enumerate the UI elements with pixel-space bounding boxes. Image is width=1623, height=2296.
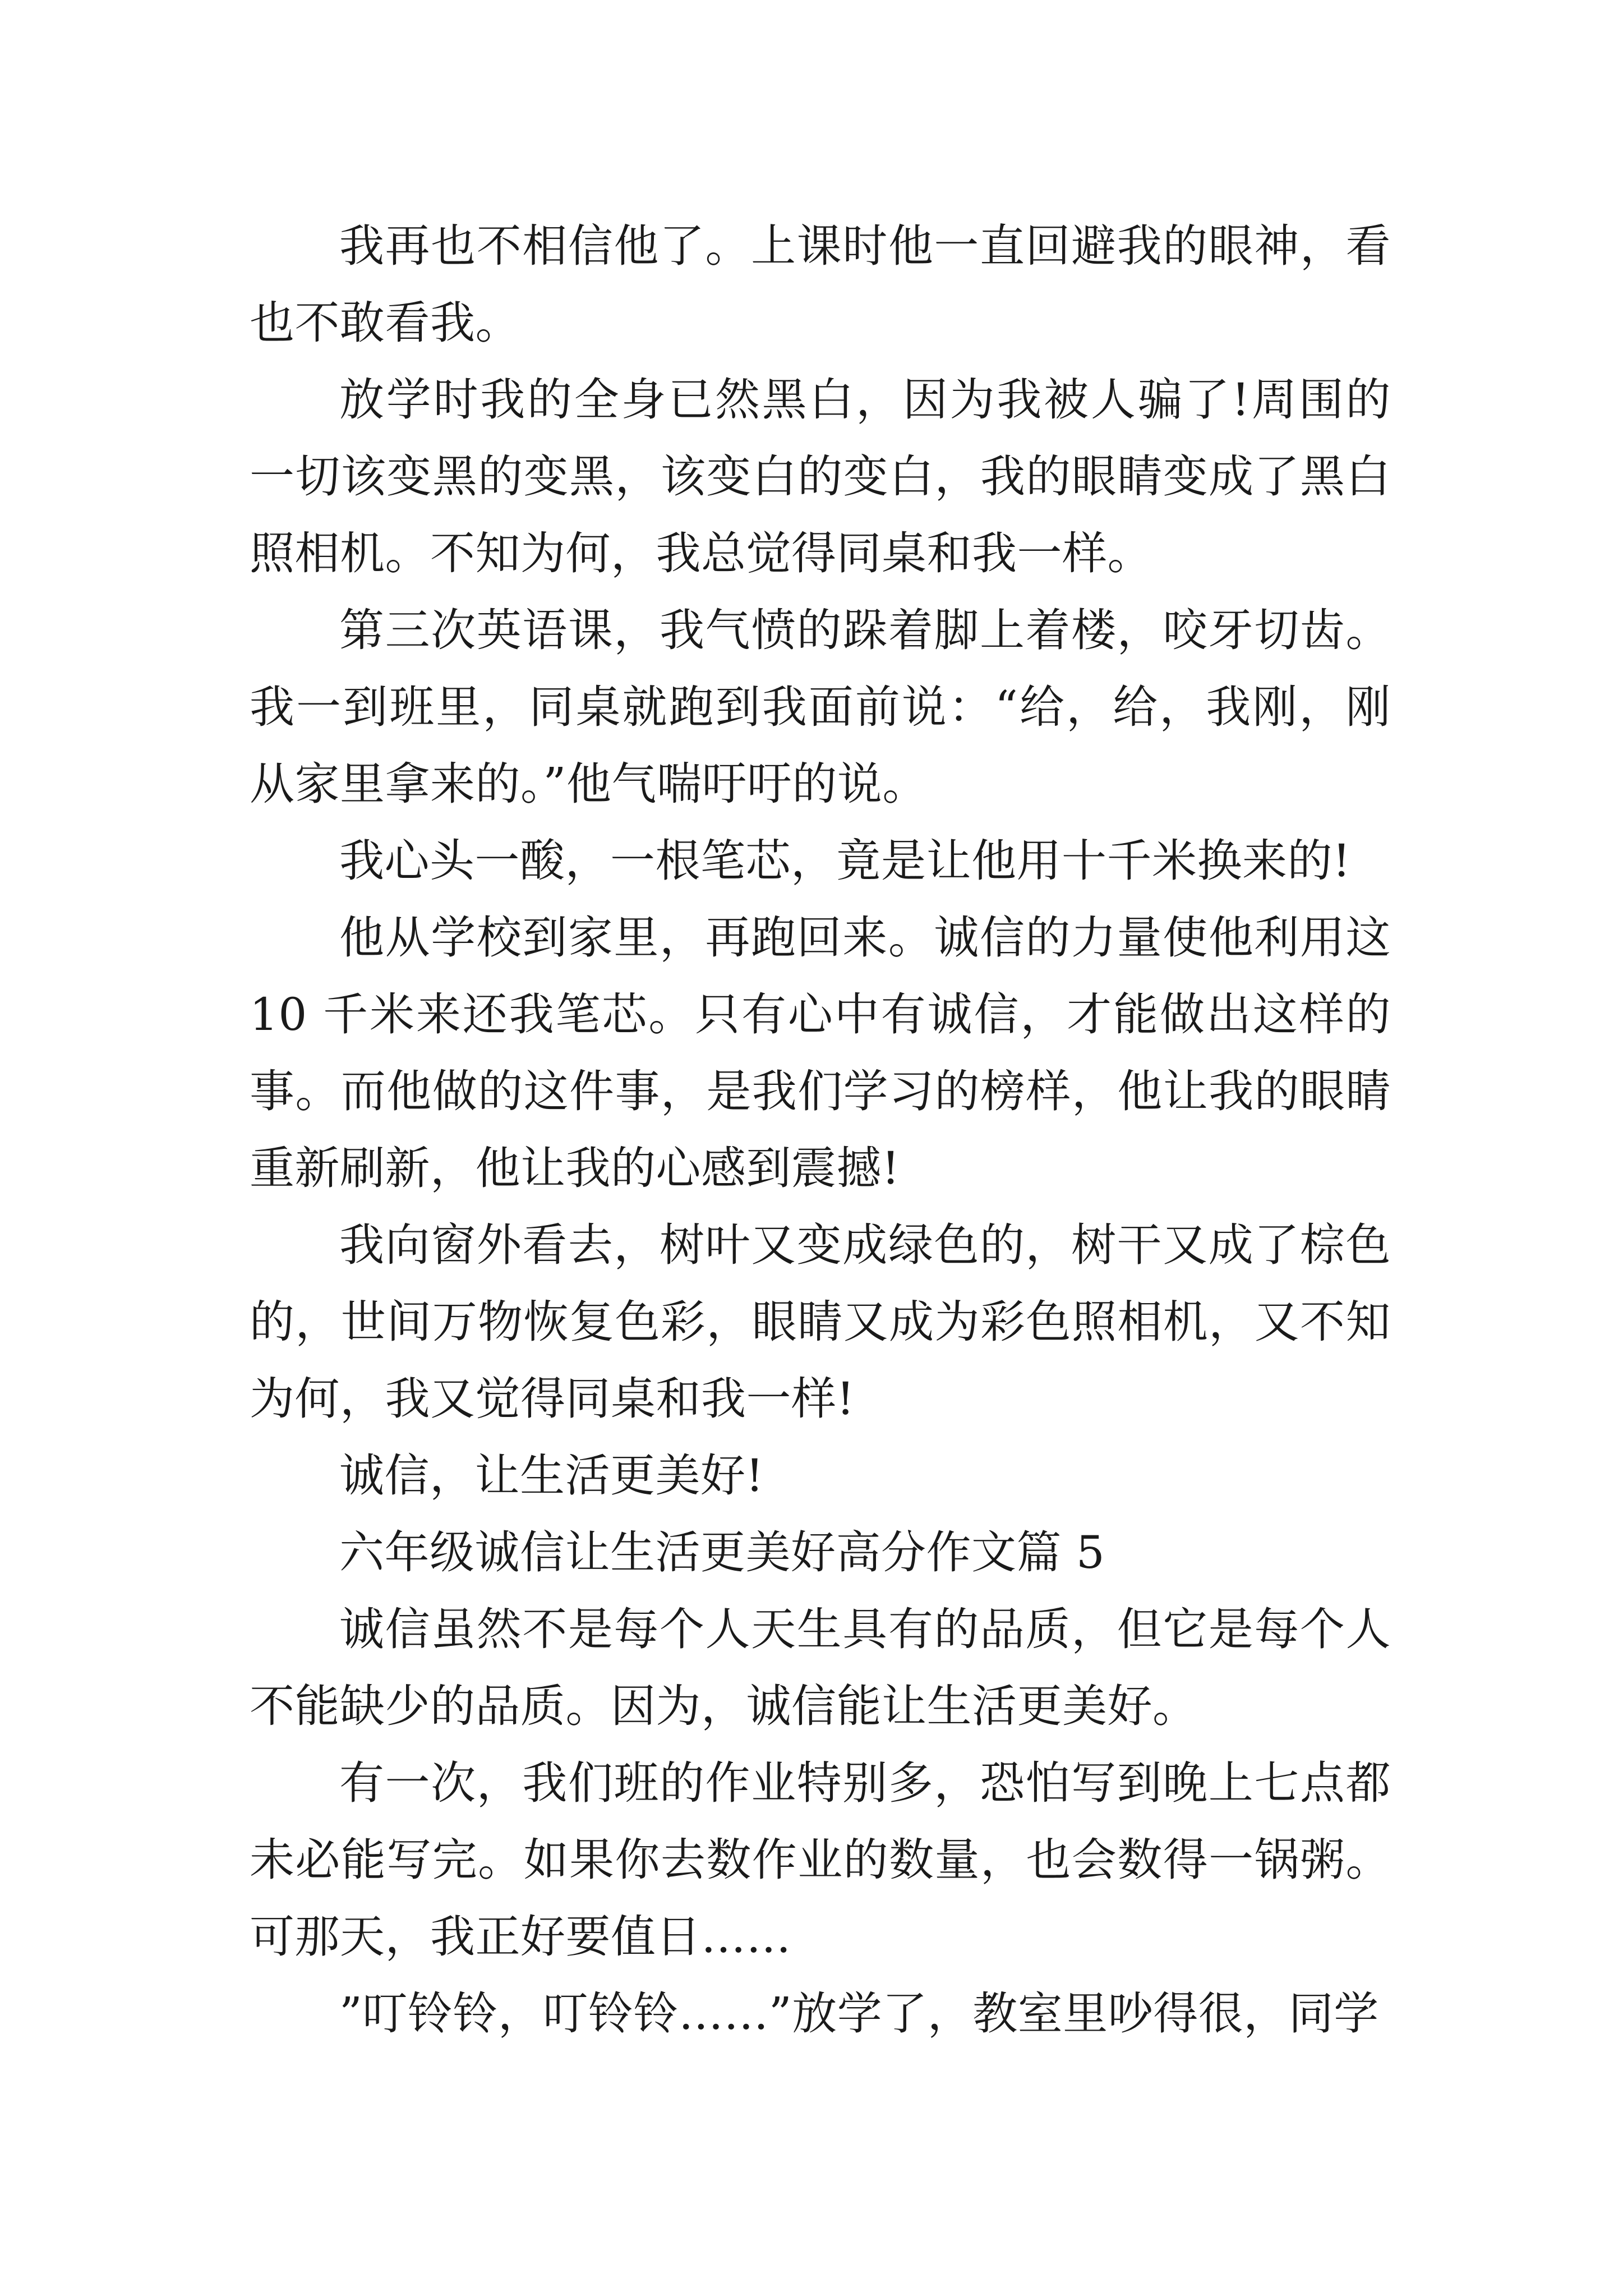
paragraph: 第三次英语课，我气愤的跺着脚上着楼，咬牙切齿。我一到班里，同桌就跑到我面前说：“给，给，我刚，刚从家里拿来的。”他气喘吁吁的说。 bbox=[250, 604, 1391, 810]
paragraph: 诚信虽然不是每个人天生具有的品质，但它是每个人不能缺少的品质。因为，诚信能让生活更美好。 bbox=[250, 1603, 1391, 1732]
paragraph: 有一次，我们班的作业特别多，恐怕写到晚上七点都未必能写完。如果你去数作业的数量，也会数得一锅粥。可那天，我正好要值日…… bbox=[250, 1757, 1391, 1963]
paragraph: 我心头一酸，一根笔芯，竟是让他用十千米换来的! bbox=[339, 835, 1351, 887]
section-title: 六年级诚信让生活更美好高分作文篇 5 bbox=[339, 1526, 1105, 1579]
paragraph: ”叮铃铃，叮铃铃……”放学了，教室里吵得很，同学 bbox=[339, 1987, 1379, 2040]
paragraph: 我向窗外看去，树叶又变成绿色的，树干又成了棕色的，世间万物恢复色彩，眼睛又成为彩色照相机，又不知为何，我又觉得同桌和我一样! bbox=[250, 1219, 1391, 1425]
paragraph: 我再也不相信他了。上课时他一直回避我的眼神，看也不敢看我。 bbox=[250, 220, 1391, 349]
paragraph: 他从学校到家里，再跑回来。诚信的力量使他利用这 10 千米来还我笔芯。只有心中有诚信，才能做出这样的事。而他做的这件事，是我们学习的榜样，他让我的眼睛重新刷新，他让我的心感到震撼! bbox=[250, 912, 1391, 1194]
paragraph: 放学时我的全身已然黑白，因为我被人骗了!周围的一切该变黑的变黑，该变白的变白，我的眼睛变成了黑白照相机。不知为何，我总觉得同桌和我一样。 bbox=[250, 374, 1391, 579]
document-body bbox=[250, 208, 1391, 2052]
paragraph: 诚信，让生活更美好! bbox=[339, 1450, 764, 1502]
